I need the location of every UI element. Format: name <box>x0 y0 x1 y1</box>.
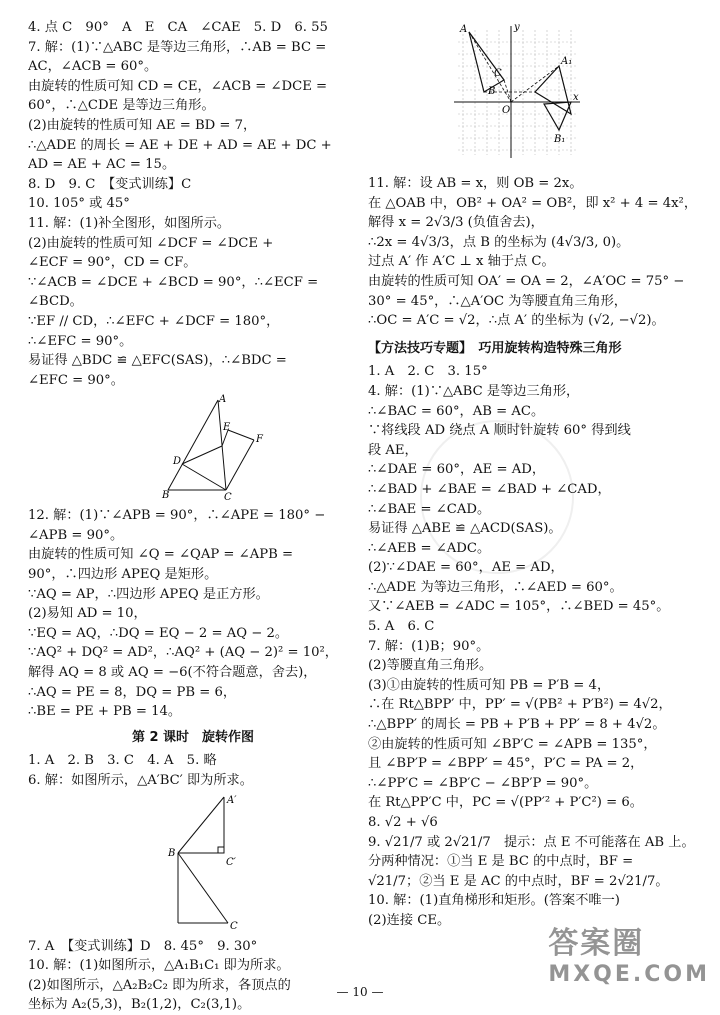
answer-line: 由旋转的性质可知 ∠Q = ∠QAP = ∠APB = <box>28 547 294 563</box>
answer-line: 90°，∴四边形 APEQ 是矩形。 <box>28 567 218 583</box>
answer-line: 段 AE， <box>368 442 418 458</box>
answer-line: 过点 A′ 作 A′C ⊥ x 轴于点 C。 <box>368 254 555 270</box>
answer-line: ∵∠ACB = ∠DCE + ∠BCD = 90°，∴∠ECF = <box>28 274 319 290</box>
answer-line: 7. 解：(1)B；90°。 <box>368 638 490 654</box>
fig11-label-d: D <box>173 456 182 468</box>
answer-line: 4. 点 C 90° A E CA ∠CAE 5. D 6. 55 <box>28 20 328 35</box>
answer-line: 9. √21/7 或 2√21/7 提示：点 E 不可能落在 AB 上。 <box>368 834 695 850</box>
answer-line: 10. 解：(1)如图所示，△A₁B₁C₁ 即为所求。 <box>28 958 290 974</box>
answer-line: (2)如图所示，△A₂B₂C₂ 即为所求，各顶点的 <box>28 977 291 993</box>
answer-line: 坐标为 A₂(5,3)，B₂(1,2)，C₂(3,1)。 <box>28 997 251 1013</box>
answer-line: ∴AQ = PE = 8，DQ = PB = 6， <box>28 684 237 700</box>
answer-line: ∵EF // CD，∴∠EFC + ∠DCF = 180°， <box>28 313 280 329</box>
answer-line: ∠EFC = 90°。 <box>28 372 124 388</box>
answer-line: 易证得 △ABE ≌ △ACD(SAS)。 <box>368 521 562 537</box>
fig10-label-a: A <box>460 24 468 35</box>
watermark-logo-text: 答案圈 <box>548 926 645 961</box>
answer-line: ∠ECF = 90°，CD = CF。 <box>28 255 197 271</box>
answer-line: ∴在 Rt△BPP′ 中，PP′ = √(PB² + P′B²) = 4√2， <box>368 697 672 713</box>
fig11-label-f: F <box>256 434 263 446</box>
answer-line: ②由旋转的性质可知 ∠BP′C = ∠APB = 135°， <box>368 736 657 752</box>
answer-line: 4. 解：(1)∵△ABC 是等边三角形， <box>368 383 580 399</box>
figure-11-triangle <box>28 392 358 502</box>
fig10-label-a1: A₁ <box>561 56 573 67</box>
answer-line: (2)连接 CE。 <box>368 912 451 928</box>
watermark-url: MXQE.COM <box>548 962 710 987</box>
answer-line: 由旋转的性质可知 CD = CE，∠ACB = ∠DCE = <box>28 78 328 94</box>
answer-line: (2)∵∠DAE = 60°，AE = AD， <box>368 560 564 576</box>
answer-line: 易证得 △BDC ≌ △EFC(SAS)，∴∠BDC = <box>28 353 287 369</box>
answer-line: ∴△ADE 的周长 = AE + DE + AD = AE + DC + <box>28 137 332 153</box>
answer-line: 由旋转的性质可知 OA′ = OA = 2，∠A′OC = 75° − <box>368 273 685 289</box>
answer-line: 解得 AQ = 8 或 AQ = −6(不符合题意，舍去)， <box>28 665 317 681</box>
answer-line: ∴∠BAC = 60°，AB = AC。 <box>368 403 545 419</box>
left-column <box>28 18 358 1015</box>
answer-line: AC，∠ACB = 60°。 <box>28 59 158 75</box>
answer-line: (3)①由旋转的性质可知 PB = P′B = 4， <box>368 677 611 693</box>
fig6-label-c: C <box>230 920 238 932</box>
page-number: — 10 — <box>336 985 384 999</box>
answer-line: 10. 解：(1)直角梯形和矩形。(答案不唯一) <box>368 893 620 909</box>
answer-line: 11. 解：(1)补全图形，如图所示。 <box>28 215 231 231</box>
answer-line: 30° = 45°，∴△A′OC 为等腰直角三角形， <box>368 293 627 309</box>
fig10-label-x: x <box>573 92 579 103</box>
answer-line: ∴∠EFC = 90°。 <box>28 333 133 349</box>
answer-line: 7. A 【变式训练】D 8. 45° 9. 30° <box>28 938 258 954</box>
fig11-label-a: A <box>219 394 227 406</box>
answer-line: ∠BCD。 <box>28 294 83 310</box>
figure-6-triangle <box>28 793 358 933</box>
figure-10-coordinate-grid <box>368 20 698 170</box>
fig10-label-b: B <box>488 86 496 97</box>
answer-line: ∴△BPP′ 的周长 = PB + P′B + PP′ = 8 + 4√2。 <box>368 717 666 733</box>
answer-line: 分两种情况：①当 E 是 BC 的中点时，BF = <box>368 854 634 870</box>
fig10-label-y: y <box>514 22 520 33</box>
answer-line: 6. 解：如图所示，△A′BC′ 即为所求。 <box>28 773 253 788</box>
answer-line: ∵EQ = AQ，∴DQ = EQ − 2 = AQ − 2。 <box>28 625 289 641</box>
answer-line: 10. 105° 或 45° <box>28 196 130 212</box>
answer-line: ∴∠AEB = ∠ADC。 <box>368 540 491 556</box>
fig6-label-c1: C′ <box>226 856 236 868</box>
answer-line: (2)等腰直角三角形。 <box>368 658 493 674</box>
answer-line: ∴∠BAD + ∠BAE = ∠BAD + ∠CAD， <box>368 481 611 497</box>
answer-line: 11. 解：设 AB = x，则 OB = 2x。 <box>368 176 583 191</box>
fig10-label-b1: B₁ <box>554 134 566 145</box>
answer-line: 1. A 2. C 3. 15° <box>368 364 488 380</box>
fig6-label-b: B <box>168 847 176 859</box>
answer-line: ∵将线段 AD 绕点 A 顺时针旋转 60° 得到线 <box>368 423 631 439</box>
answer-line: 解得 x = 2√3/3 (负值舍去)， <box>368 215 544 231</box>
answer-line: 8. √2 + √6 <box>368 815 438 830</box>
answer-line: 7. 解：(1)∵△ABC 是等边三角形，∴AB = BC = <box>28 39 327 55</box>
answer-line: 60°，∴△CDE 是等边三角形。 <box>28 98 215 114</box>
answer-line: 且 ∠BP′P = ∠BPP′ = 45°，P′C = PA = 2， <box>368 756 644 772</box>
right-column <box>368 18 698 931</box>
answer-line: 8. D 9. C 【变式训练】C <box>28 176 192 192</box>
fig11-label-c: C <box>224 492 232 503</box>
answer-line: √21/7；②当 E 是 AC 的中点时，BF = 2√21/7。 <box>368 873 669 889</box>
answer-line: AD = AE + AC = 15。 <box>28 157 176 173</box>
watermark-stamp <box>548 918 710 987</box>
answer-line: ∵AQ² + DQ² = AD²，∴AQ² + (AQ − 2)² = 10²， <box>28 645 338 661</box>
answer-line: 在 △OAB 中，OB² + OA² = OB²，即 x² + 4 = 4x²， <box>368 195 698 211</box>
answer-line: 12. 解：(1)∵∠APB = 90°，∴∠APE = 180° − <box>28 508 326 524</box>
answer-line: 1. A 2. B 3. C 4. A 5. 略 <box>28 753 217 769</box>
answer-line: (2)由旋转的性质可知 ∠DCF = ∠DCE + <box>28 235 274 251</box>
answer-line: ∵AQ = AP，∴四边形 APEQ 是正方形。 <box>28 586 269 602</box>
answer-line: 又∵∠AEB = ∠ADC = 105°，∴∠BED = 45°。 <box>368 599 670 615</box>
fig11-label-e: E <box>223 422 231 434</box>
answer-line: ∴∠DAE = 60°，AE = AD， <box>368 462 546 478</box>
answer-line: ∴∠PP′C = ∠BP′C − ∠BP′P = 90°。 <box>368 775 598 791</box>
answer-line: ∴BE = PE + PB = 14。 <box>28 704 182 720</box>
answer-line: ∠APB = 90°。 <box>28 527 124 543</box>
answer-line: 5. A 6. C <box>368 619 435 635</box>
fig11-label-b: B <box>162 490 170 502</box>
answer-line: (2)易知 AD = 10， <box>28 606 147 622</box>
answer-line: ∴OC = A′C = √2，∴点 A′ 的坐标为 (√2, −√2)。 <box>368 313 665 329</box>
answer-line: 在 Rt△PP′C 中，PC = √(PP′² + P′C²) = 6。 <box>368 795 643 811</box>
fig10-label-o: O <box>502 105 511 116</box>
answer-line: (2)由旋转的性质可知 AE = BD = 7， <box>28 117 257 133</box>
section-title-method: 【方法技巧专题】 巧用旋转构造特殊三角形 <box>368 340 622 356</box>
section-title-lesson2: 第 2 课时 旋转作图 <box>131 729 255 745</box>
fig10-label-c: C <box>494 68 502 79</box>
answer-line: ∴△ADE 为等边三角形，∴∠AED = 60°。 <box>368 579 623 595</box>
fig6-label-a1: A′ <box>227 794 237 806</box>
answer-line: ∴2x = 4√3/3，点 B 的坐标为 (4√3/3, 0)。 <box>368 234 630 250</box>
answer-line: ∴∠BAE = ∠CAD。 <box>368 501 491 517</box>
